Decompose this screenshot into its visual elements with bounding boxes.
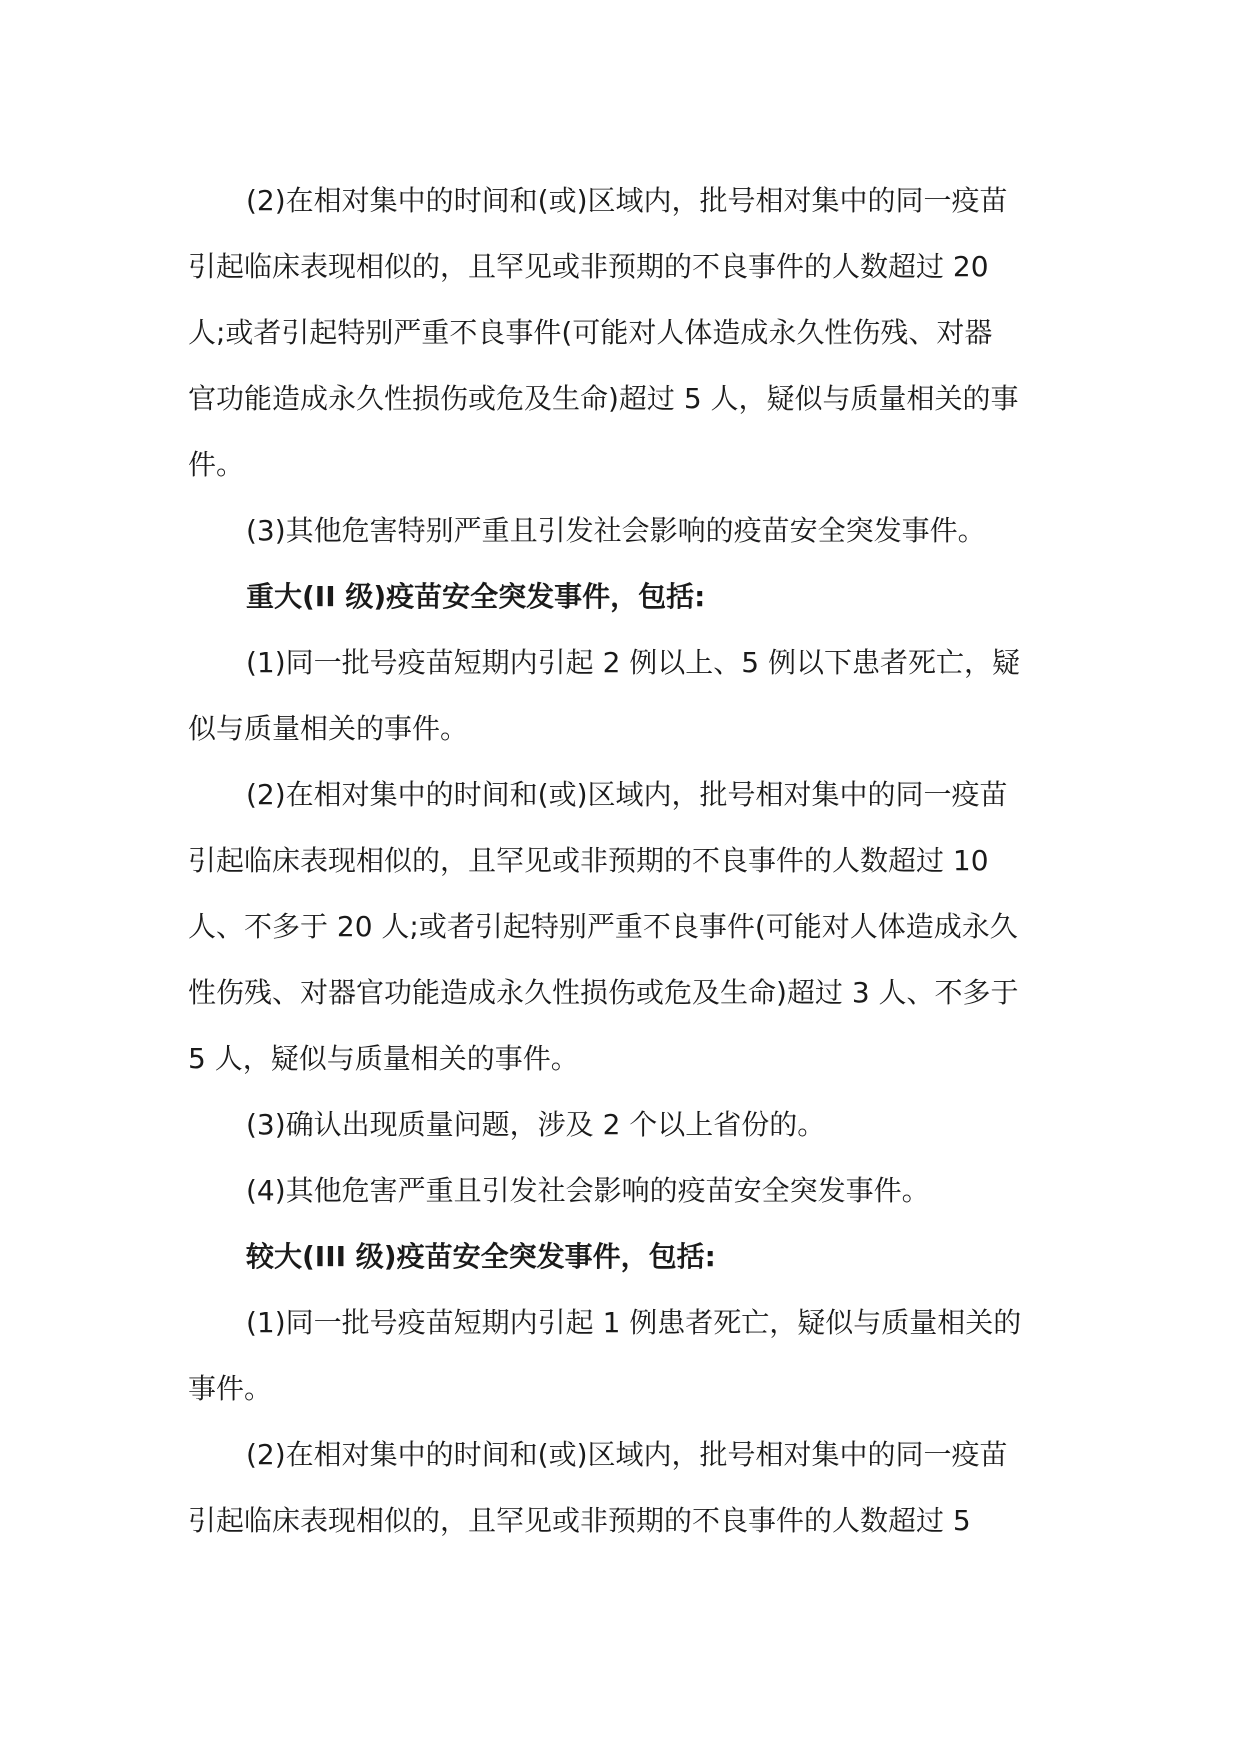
document-body: [188, 168, 1058, 1554]
paragraph: [188, 630, 1058, 762]
text-line: 重大(II 级)疫苗安全突发事件，包括:: [246, 580, 706, 613]
text-line: 5 人，疑似与质量相关的事件。: [188, 1042, 579, 1075]
paragraph: [188, 1422, 1058, 1554]
text-line: (3)确认出现质量问题，涉及 2 个以上省份的。: [246, 1108, 826, 1141]
text-line: 人、不多于 20 人;或者引起特别严重不良事件(可能对人体造成永久: [188, 910, 1018, 943]
text-line: 性伤残、对器官功能造成永久性损伤或危及生命)超过 3 人、不多于: [188, 976, 1019, 1009]
text-line: 似与质量相关的事件。: [188, 712, 469, 745]
text-line: (2)在相对集中的时间和(或)区域内，批号相对集中的同一疫苗: [246, 1438, 1008, 1471]
text-line: 较大(III 级)疫苗安全突发事件，包括:: [246, 1240, 716, 1273]
paragraph: [188, 1290, 1058, 1422]
paragraph: [188, 498, 1058, 564]
text-line: (3)其他危害特别严重且引发社会影响的疫苗安全突发事件。: [246, 514, 986, 547]
section-heading: [188, 1224, 1058, 1290]
text-line: (1)同一批号疫苗短期内引起 1 例患者死亡，疑似与质量相关的: [246, 1306, 1022, 1339]
text-line: 事件。: [188, 1372, 273, 1405]
text-line: 引起临床表现相似的，且罕见或非预期的不良事件的人数超过 5: [188, 1504, 971, 1537]
section-heading: [188, 564, 1058, 630]
text-line: (1)同一批号疫苗短期内引起 2 例以上、5 例以下患者死亡，疑: [246, 646, 1020, 679]
text-line: 引起临床表现相似的，且罕见或非预期的不良事件的人数超过 20: [188, 250, 989, 283]
text-line: (4)其他危害严重且引发社会影响的疫苗安全突发事件。: [246, 1174, 930, 1207]
paragraph: [188, 168, 1058, 498]
text-line: 引起临床表现相似的，且罕见或非预期的不良事件的人数超过 10: [188, 844, 989, 877]
text-line: (2)在相对集中的时间和(或)区域内，批号相对集中的同一疫苗: [246, 778, 1008, 811]
text-line: (2)在相对集中的时间和(或)区域内，批号相对集中的同一疫苗: [246, 184, 1008, 217]
paragraph: [188, 762, 1058, 1092]
paragraph: [188, 1092, 1058, 1158]
text-line: 官功能造成永久性损伤或危及生命)超过 5 人，疑似与质量相关的事: [188, 382, 1019, 415]
text-line: 件。: [188, 448, 245, 481]
text-line: 人;或者引起特别严重不良事件(可能对人体造成永久性伤残、对器: [188, 316, 993, 349]
paragraph: [188, 1158, 1058, 1224]
